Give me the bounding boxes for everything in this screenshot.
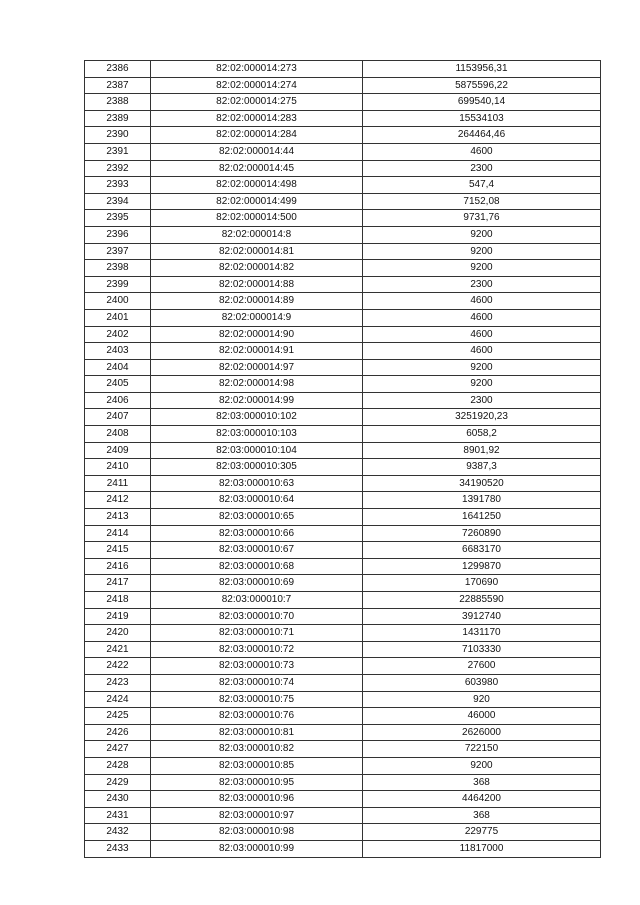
value-cell: 15534103 — [363, 110, 601, 127]
table-row — [85, 558, 601, 575]
row-number-cell: 2389 — [85, 110, 151, 127]
value-cell: 2300 — [363, 160, 601, 177]
table-row — [85, 127, 601, 144]
cadastral-number-cell: 82:02:000014:44 — [151, 143, 363, 160]
value-cell: 2300 — [363, 392, 601, 409]
table-row — [85, 343, 601, 360]
value-cell: 9200 — [363, 359, 601, 376]
value-cell: 7152,08 — [363, 193, 601, 210]
value-cell: 9387,3 — [363, 459, 601, 476]
row-number-cell: 2426 — [85, 724, 151, 741]
table-row — [85, 641, 601, 658]
value-cell: 264464,46 — [363, 127, 601, 144]
row-number-cell: 2395 — [85, 210, 151, 227]
value-cell: 7260890 — [363, 525, 601, 542]
table-row — [85, 77, 601, 94]
row-number-cell: 2412 — [85, 492, 151, 509]
row-number-cell: 2432 — [85, 824, 151, 841]
cadastral-number-cell: 82:03:000010:74 — [151, 674, 363, 691]
cadastral-number-cell: 82:03:000010:67 — [151, 542, 363, 559]
table-row — [85, 160, 601, 177]
value-cell: 6058,2 — [363, 426, 601, 443]
table-row — [85, 674, 601, 691]
value-cell: 722150 — [363, 741, 601, 758]
value-cell: 22885590 — [363, 592, 601, 609]
table-row — [85, 724, 601, 741]
cadastral-number-cell: 82:02:000014:284 — [151, 127, 363, 144]
row-number-cell: 2410 — [85, 459, 151, 476]
cadastral-number-cell: 82:02:000014:9 — [151, 309, 363, 326]
cadastral-number-cell: 82:02:000014:82 — [151, 260, 363, 277]
row-number-cell: 2423 — [85, 674, 151, 691]
cadastral-number-cell: 82:02:000014:90 — [151, 326, 363, 343]
table-row — [85, 525, 601, 542]
cadastral-number-cell: 82:03:000010:72 — [151, 641, 363, 658]
row-number-cell: 2397 — [85, 243, 151, 260]
cadastral-number-cell: 82:03:000010:98 — [151, 824, 363, 841]
value-cell: 4600 — [363, 143, 601, 160]
value-cell: 5875596,22 — [363, 77, 601, 94]
table-row — [85, 226, 601, 243]
table-row — [85, 807, 601, 824]
table-row — [85, 542, 601, 559]
table-row — [85, 691, 601, 708]
cadastral-number-cell: 82:03:000010:69 — [151, 575, 363, 592]
row-number-cell: 2403 — [85, 343, 151, 360]
table-row — [85, 625, 601, 642]
table-row — [85, 840, 601, 857]
table-row — [85, 326, 601, 343]
cadastral-number-cell: 82:03:000010:76 — [151, 708, 363, 725]
value-cell: 3251920,23 — [363, 409, 601, 426]
cadastral-number-cell: 82:03:000010:85 — [151, 757, 363, 774]
cadastral-number-cell: 82:03:000010:95 — [151, 774, 363, 791]
value-cell: 3912740 — [363, 608, 601, 625]
table-row — [85, 409, 601, 426]
table-row — [85, 741, 601, 758]
row-number-cell: 2419 — [85, 608, 151, 625]
cadastral-number-cell: 82:03:000010:68 — [151, 558, 363, 575]
row-number-cell: 2399 — [85, 276, 151, 293]
table-row — [85, 143, 601, 160]
cadastral-number-cell: 82:03:000010:66 — [151, 525, 363, 542]
row-number-cell: 2394 — [85, 193, 151, 210]
table-row — [85, 376, 601, 393]
cadastral-number-cell: 82:03:000010:64 — [151, 492, 363, 509]
value-cell: 6683170 — [363, 542, 601, 559]
table-row — [85, 110, 601, 127]
value-cell: 1153956,31 — [363, 61, 601, 78]
cadastral-number-cell: 82:03:000010:96 — [151, 791, 363, 808]
table-row — [85, 774, 601, 791]
cadastral-number-cell: 82:02:000014:283 — [151, 110, 363, 127]
cadastral-number-cell: 82:02:000014:89 — [151, 293, 363, 310]
row-number-cell: 2409 — [85, 442, 151, 459]
table-row — [85, 509, 601, 526]
table-row — [85, 193, 601, 210]
value-cell: 4464200 — [363, 791, 601, 808]
table-body — [85, 61, 601, 858]
table-row — [85, 260, 601, 277]
row-number-cell: 2411 — [85, 475, 151, 492]
row-number-cell: 2417 — [85, 575, 151, 592]
value-cell: 9731,76 — [363, 210, 601, 227]
row-number-cell: 2391 — [85, 143, 151, 160]
cadastral-number-cell: 82:02:000014:499 — [151, 193, 363, 210]
row-number-cell: 2415 — [85, 542, 151, 559]
row-number-cell: 2424 — [85, 691, 151, 708]
cadastral-number-cell: 82:03:000010:70 — [151, 608, 363, 625]
table-row — [85, 575, 601, 592]
row-number-cell: 2405 — [85, 376, 151, 393]
row-number-cell: 2408 — [85, 426, 151, 443]
table-row — [85, 392, 601, 409]
cadastral-number-cell: 82:02:000014:91 — [151, 343, 363, 360]
value-cell: 9200 — [363, 243, 601, 260]
row-number-cell: 2404 — [85, 359, 151, 376]
cadastral-number-cell: 82:02:000014:498 — [151, 177, 363, 194]
value-cell: 2626000 — [363, 724, 601, 741]
cadastral-number-cell: 82:02:000014:81 — [151, 243, 363, 260]
cadastral-number-cell: 82:03:000010:104 — [151, 442, 363, 459]
table-row — [85, 94, 601, 111]
value-cell: 9200 — [363, 757, 601, 774]
cadastral-number-cell: 82:03:000010:73 — [151, 658, 363, 675]
table-row — [85, 824, 601, 841]
value-cell: 7103330 — [363, 641, 601, 658]
row-number-cell: 2431 — [85, 807, 151, 824]
cadastral-number-cell: 82:03:000010:75 — [151, 691, 363, 708]
row-number-cell: 2400 — [85, 293, 151, 310]
row-number-cell: 2386 — [85, 61, 151, 78]
value-cell: 9200 — [363, 260, 601, 277]
value-cell: 1299870 — [363, 558, 601, 575]
row-number-cell: 2392 — [85, 160, 151, 177]
row-number-cell: 2427 — [85, 741, 151, 758]
document-table-container — [84, 60, 600, 858]
cadastral-number-cell: 82:02:000014:88 — [151, 276, 363, 293]
table-row — [85, 757, 601, 774]
cadastral-number-cell: 82:03:000010:103 — [151, 426, 363, 443]
table-row — [85, 61, 601, 78]
cadastral-number-cell: 82:03:000010:82 — [151, 741, 363, 758]
table-row — [85, 293, 601, 310]
row-number-cell: 2422 — [85, 658, 151, 675]
table-row — [85, 276, 601, 293]
row-number-cell: 2387 — [85, 77, 151, 94]
table-row — [85, 243, 601, 260]
value-cell: 229775 — [363, 824, 601, 841]
value-cell: 603980 — [363, 674, 601, 691]
cadastral-number-cell: 82:03:000010:305 — [151, 459, 363, 476]
cadastral-number-cell: 82:03:000010:102 — [151, 409, 363, 426]
row-number-cell: 2418 — [85, 592, 151, 609]
value-cell: 1391780 — [363, 492, 601, 509]
table-row — [85, 309, 601, 326]
table-row — [85, 592, 601, 609]
table-row — [85, 177, 601, 194]
value-cell: 920 — [363, 691, 601, 708]
table-row — [85, 475, 601, 492]
cadastral-number-cell: 82:03:000010:65 — [151, 509, 363, 526]
value-cell: 1641250 — [363, 509, 601, 526]
row-number-cell: 2433 — [85, 840, 151, 857]
table-row — [85, 442, 601, 459]
table-row — [85, 459, 601, 476]
value-cell: 4600 — [363, 343, 601, 360]
value-cell: 9200 — [363, 226, 601, 243]
row-number-cell: 2393 — [85, 177, 151, 194]
cadastral-number-cell: 82:03:000010:7 — [151, 592, 363, 609]
cadastral-number-cell: 82:02:000014:275 — [151, 94, 363, 111]
cadastral-number-cell: 82:02:000014:98 — [151, 376, 363, 393]
row-number-cell: 2429 — [85, 774, 151, 791]
row-number-cell: 2430 — [85, 791, 151, 808]
value-cell: 4600 — [363, 293, 601, 310]
cadastral-number-cell: 82:02:000014:99 — [151, 392, 363, 409]
value-cell: 4600 — [363, 326, 601, 343]
row-number-cell: 2406 — [85, 392, 151, 409]
row-number-cell: 2421 — [85, 641, 151, 658]
cadastral-number-cell: 82:02:000014:97 — [151, 359, 363, 376]
value-cell: 368 — [363, 774, 601, 791]
table-row — [85, 426, 601, 443]
table-row — [85, 791, 601, 808]
value-cell: 1431170 — [363, 625, 601, 642]
table-row — [85, 492, 601, 509]
value-cell: 170690 — [363, 575, 601, 592]
value-cell: 368 — [363, 807, 601, 824]
cadastral-value-table — [84, 60, 601, 858]
table-row — [85, 210, 601, 227]
value-cell: 34190520 — [363, 475, 601, 492]
row-number-cell: 2416 — [85, 558, 151, 575]
value-cell: 699540,14 — [363, 94, 601, 111]
row-number-cell: 2407 — [85, 409, 151, 426]
value-cell: 547,4 — [363, 177, 601, 194]
value-cell: 11817000 — [363, 840, 601, 857]
row-number-cell: 2396 — [85, 226, 151, 243]
value-cell: 27600 — [363, 658, 601, 675]
row-number-cell: 2398 — [85, 260, 151, 277]
row-number-cell: 2425 — [85, 708, 151, 725]
value-cell: 9200 — [363, 376, 601, 393]
cadastral-number-cell: 82:03:000010:97 — [151, 807, 363, 824]
row-number-cell: 2402 — [85, 326, 151, 343]
table-row — [85, 658, 601, 675]
row-number-cell: 2401 — [85, 309, 151, 326]
value-cell: 2300 — [363, 276, 601, 293]
cadastral-number-cell: 82:03:000010:99 — [151, 840, 363, 857]
table-row — [85, 359, 601, 376]
cadastral-number-cell: 82:02:000014:274 — [151, 77, 363, 94]
row-number-cell: 2390 — [85, 127, 151, 144]
table-row — [85, 708, 601, 725]
value-cell: 4600 — [363, 309, 601, 326]
cadastral-number-cell: 82:03:000010:71 — [151, 625, 363, 642]
cadastral-number-cell: 82:02:000014:8 — [151, 226, 363, 243]
cadastral-number-cell: 82:02:000014:500 — [151, 210, 363, 227]
table-row — [85, 608, 601, 625]
cadastral-number-cell: 82:02:000014:273 — [151, 61, 363, 78]
row-number-cell: 2413 — [85, 509, 151, 526]
row-number-cell: 2414 — [85, 525, 151, 542]
row-number-cell: 2428 — [85, 757, 151, 774]
row-number-cell: 2420 — [85, 625, 151, 642]
row-number-cell: 2388 — [85, 94, 151, 111]
cadastral-number-cell: 82:03:000010:63 — [151, 475, 363, 492]
value-cell: 46000 — [363, 708, 601, 725]
value-cell: 8901,92 — [363, 442, 601, 459]
cadastral-number-cell: 82:02:000014:45 — [151, 160, 363, 177]
cadastral-number-cell: 82:03:000010:81 — [151, 724, 363, 741]
